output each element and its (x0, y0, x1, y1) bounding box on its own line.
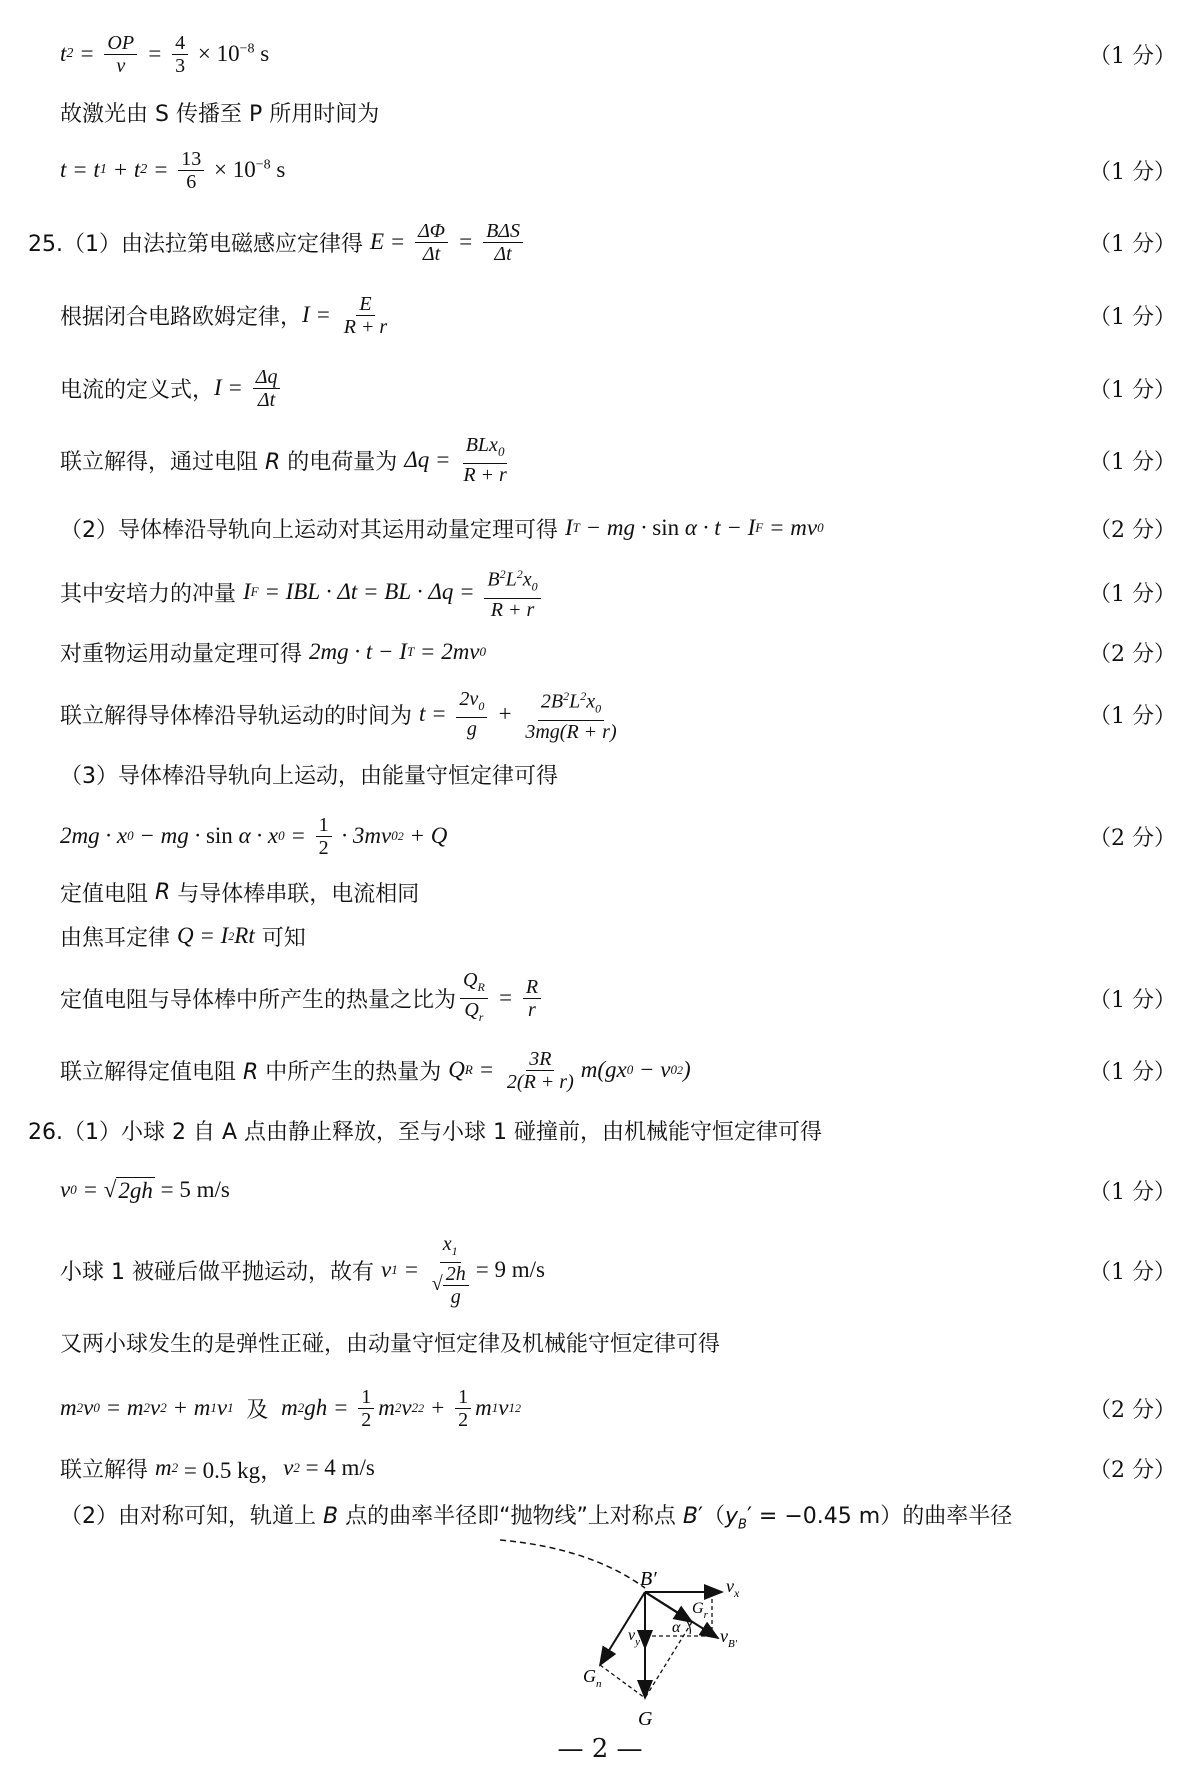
line-23 (0, 1448, 1200, 1488)
eq-momentum-rod: I T − mg · sin α · t − I F = mv 0 (565, 515, 824, 540)
line-14 (0, 872, 1200, 912)
eq-energy: 2mg · x 0 − mg · sin α · x 0 = $\frac{1}{2}$ · 3mv 0 2 + Q (60, 813, 448, 859)
line-10 (0, 632, 1200, 672)
label-G: G (638, 1708, 653, 1730)
text: （2）导体棒沿导轨向上运动对其运用动量定理可得 (60, 517, 565, 543)
eq-collision: m 2 v 0 = m 2 v 2 + m 1 v 1 及 m 2 gh = $\frac{1}{2}$ m 2 v 2 2 + $\frac{1}{2}$ m 1 v 1 2 (60, 1385, 521, 1431)
text: 联立解得定值电阻 R 中所产生的热量为 (60, 1059, 449, 1085)
label-Gr: $G_r$ (692, 1600, 708, 1621)
score: （2 分） (1089, 1457, 1176, 1483)
eq-charge: Δq = $\frac{BLx_0}{R + r}$ (404, 434, 507, 486)
text: 可知 (254, 925, 306, 951)
vector-Gr (645, 1592, 692, 1622)
line-16 (0, 968, 1200, 1024)
eq-time: t = $\frac{2v_0}{g}$ + $\frac{2B^2L^2x_0}{3mg(R + r)}$ (419, 685, 624, 743)
score: （1 分） (1089, 581, 1176, 607)
text-line: （3）导体棒沿导轨向上运动，由能量守恒定律可得 (60, 763, 558, 789)
score: （1 分） (1089, 703, 1176, 729)
trajectory-dashed-curve (500, 1540, 645, 1588)
line-22 (0, 1385, 1200, 1431)
line-18 (0, 1110, 1200, 1150)
eq-ohm: I = $\frac{E}{R + r}$ (302, 292, 388, 338)
force-velocity-diagram (480, 1530, 780, 1730)
vector-Gn (600, 1592, 645, 1665)
page-number: — 2 — (557, 1734, 643, 1764)
eq-v1: v 1 = $x_1$ √ $\frac{2h}{g}$ = 9 m/s (380, 1232, 545, 1308)
text: 由焦耳定律 (60, 925, 177, 951)
score: （2 分） (1089, 825, 1176, 851)
text: 定值电阻与导体棒中所产生的热量之比为 (60, 987, 457, 1013)
eq-impulse: I F = IBL · Δt = BL · Δq = $\frac{B^2L^2x_0}{R + r}$ (243, 563, 545, 621)
line-17 (0, 1047, 1200, 1093)
line-6 (0, 365, 1200, 411)
eq-t-total: t = t 1 + t 2 = $\frac{13}{6}$ × $10^{-8}$ s (60, 147, 286, 193)
score: （1 分） (1089, 1259, 1176, 1285)
eq-current: I = $\frac{\Delta q}{\Delta t}$ (214, 366, 284, 411)
text: 根据闭合电路欧姆定律， (60, 304, 303, 330)
eq-heat-ratio: $\frac{Q_R}{Q_r}$ = $\frac{R}{r}$ (456, 969, 545, 1028)
question-26-text: 26.（1）小球 2 自 A 点由静止释放，至与小球 1 碰撞前，由机械能守恒定律可得 (28, 1119, 822, 1145)
text: 电流的定义式， (60, 377, 215, 403)
line-4 (0, 219, 1200, 265)
line-20 (0, 1232, 1200, 1308)
question-25-text: 25.（1）由法拉第电磁感应定律得 (28, 231, 370, 257)
text: 其中安培力的冲量 (60, 581, 243, 607)
score: （2 分） (1089, 1397, 1176, 1423)
eq-v0: v 0 = √ 2gh = 5 m/s (60, 1177, 230, 1203)
text-line: 定值电阻 R 与导体棒串联，电流相同 (60, 879, 420, 907)
score: （1 分） (1089, 377, 1176, 403)
line-3 (0, 147, 1200, 193)
score: （1 分） (1089, 231, 1176, 257)
score: （1 分） (1089, 304, 1176, 330)
text-line: 又两小球发生的是弹性正碰，由动量守恒定律及机械能守恒定律可得 (60, 1331, 721, 1357)
label-alpha: α (672, 1619, 681, 1636)
text-line: 故激光由 S 传播至 P 所用时间为 (60, 101, 380, 127)
line-1 (0, 31, 1200, 77)
text: 小球 1 被碰后做平抛运动，故有 (60, 1259, 381, 1285)
score: （2 分） (1089, 517, 1176, 543)
eq-momentum-weight: 2mg · t − I T = 2mv 0 (309, 639, 487, 664)
score: （1 分） (1089, 449, 1176, 475)
score: （1 分） (1089, 159, 1176, 185)
text: 联立解得 (60, 1457, 155, 1483)
text: 对重物运用动量定理可得 (60, 641, 309, 667)
eq-heat: Q R = $\frac{3R}{2(R + r)}$ m(gx 0 − v 0 2 ) (448, 1047, 691, 1093)
dashed-helper (600, 1665, 645, 1698)
line-5 (0, 292, 1200, 338)
label-B-prime: B′ (640, 1568, 657, 1590)
text: （2）由对称可知，轨道上 B 点的曲率半径即“抛物线”上对称点 $B'(y_B' = -0.45$ m）的曲率半径 (60, 1504, 1013, 1533)
line-2 (0, 92, 1200, 132)
text: 联立解得导体棒沿导轨运动的时间为 (60, 703, 419, 729)
score: （2 分） (1089, 641, 1176, 667)
dashed-helper (645, 1622, 692, 1698)
line-19 (0, 1170, 1200, 1210)
score: （1 分） (1089, 1059, 1176, 1085)
eq-joule: Q = I 2 Rt (177, 923, 255, 948)
text: 联立解得，通过电阻 R 的电荷量为 (60, 449, 405, 475)
eq-t2: t 2 = $\frac{OP}{v}$ = $\frac{4}{3}$ × $10^{-8}$ s (60, 31, 270, 77)
score: （1 分） (1089, 987, 1176, 1013)
score: （1 分） (1089, 1179, 1176, 1205)
eq-emf: E = $\frac{\Delta\Phi}{\Delta t}$ = $\frac{\text{BΔS}}{\Delta t}$ (370, 220, 527, 265)
line-7 (0, 434, 1200, 486)
label-vx: $v_x$ (726, 1576, 740, 1600)
label-Gn: $G_n$ (583, 1666, 602, 1690)
label-vy: $v_y$ (628, 1627, 640, 1648)
line-15 (0, 916, 1200, 956)
score: （1 分） (1089, 43, 1176, 69)
line-13 (0, 813, 1200, 859)
line-12 (0, 754, 1200, 794)
line-9 (0, 567, 1200, 621)
label-vB: $v_{B'}$ (720, 1626, 738, 1650)
line-8 (0, 508, 1200, 548)
line-11 (0, 688, 1200, 743)
line-21 (0, 1322, 1200, 1362)
eq-result: m 2 = 0.5 kg， v 2 = 4 m/s (155, 1455, 375, 1483)
